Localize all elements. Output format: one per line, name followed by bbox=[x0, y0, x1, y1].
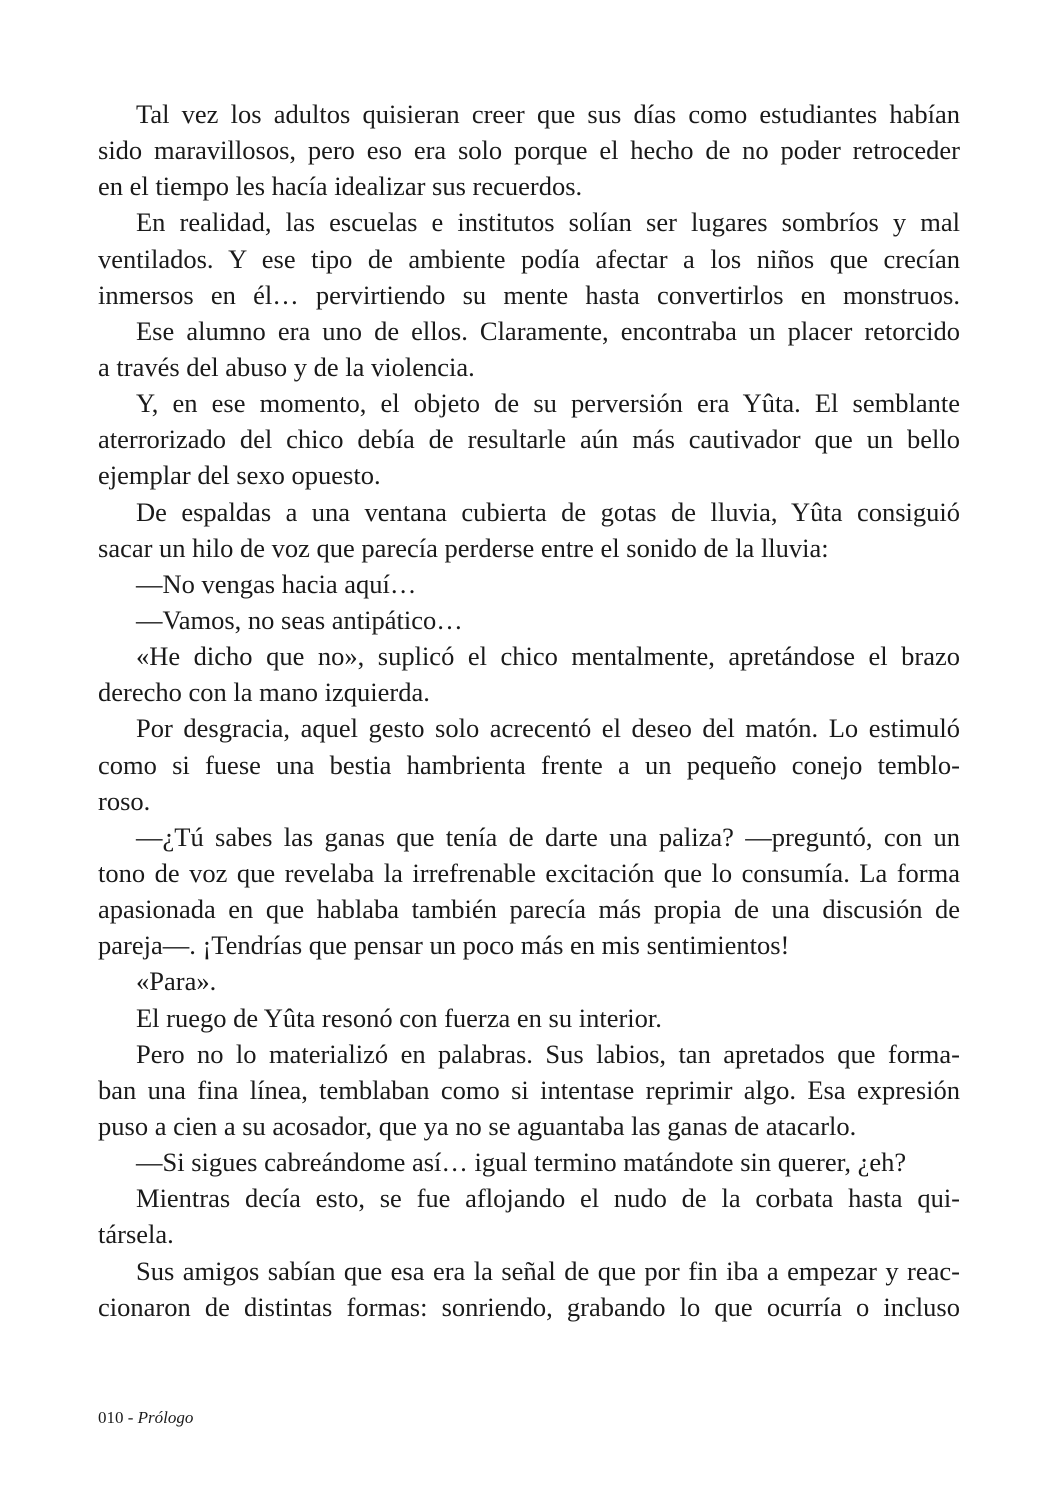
text-line: El ruego de Yûta resonó con fuerza en su interior. bbox=[136, 1002, 662, 1033]
text-line: Y, en ese momento, el objeto de su perversión era Yûta. El semblante bbox=[136, 388, 960, 419]
text-line: roso. bbox=[98, 785, 151, 816]
text-line: derecho con la mano izquierda. bbox=[98, 677, 430, 708]
text-line: ban una fina línea, temblaban como si intentase reprimir algo. Esa expresión bbox=[98, 1074, 960, 1105]
text-line: Ese alumno era uno de ellos. Claramente, encontraba un placer retorcido bbox=[136, 315, 960, 346]
text-line: En realidad, las escuelas e institutos solían ser lugares sombríos y mal bbox=[136, 207, 960, 238]
text-line: ventilados. Y ese tipo de ambiente podía afectar a los niños que crecían bbox=[98, 243, 960, 274]
text-line: Por desgracia, aquel gesto solo acrecentó el deseo del matón. Lo estimuló bbox=[136, 713, 960, 744]
text-line: sacar un hilo de voz que parecía perderse entre el sonido de la lluvia: bbox=[98, 532, 829, 563]
text-line: apasionada en que hablaba también parecía más propia de una discusión de bbox=[98, 894, 960, 925]
text-line: Pero no lo materializó en palabras. Sus labios, tan apretados que forma- bbox=[136, 1038, 960, 1069]
text-line: —Vamos, no seas antipático… bbox=[136, 604, 463, 635]
text-line: —No vengas hacia aquí… bbox=[136, 568, 417, 599]
text-line: cionaron de distintas formas: sonriendo, grabando lo que ocurría o incluso bbox=[98, 1291, 960, 1322]
text-line: pareja—. ¡Tendrías que pensar un poco más en mis sentimientos! bbox=[98, 930, 790, 961]
text-line: —¿Tú sabes las ganas que tenía de darte una paliza? —preguntó, con un bbox=[136, 821, 960, 852]
text-line: aterrorizado del chico debía de resultarle aún más cautivador que un bello bbox=[98, 424, 960, 455]
page-footer bbox=[98, 1408, 193, 1428]
text-line: tono de voz que revelaba la irrefrenable excitación que lo consumía. La forma bbox=[98, 857, 960, 888]
page-body bbox=[98, 96, 960, 1325]
text-line: inmersos en él… pervirtiendo su mente hasta convertirlos en monstruos. bbox=[98, 279, 960, 310]
text-line: sido maravillosos, pero eso era solo porque el hecho de no poder retroceder bbox=[98, 135, 960, 166]
text-line: Sus amigos sabían que esa era la señal de que por fin iba a empezar y reac- bbox=[136, 1255, 960, 1286]
chapter-title: Prólogo bbox=[137, 1408, 194, 1427]
text-line: puso a cien a su acosador, que ya no se aguantaba las ganas de atacarlo. bbox=[98, 1110, 857, 1141]
text-line: como si fuese una bestia hambrienta frente a un pequeño conejo temblo- bbox=[98, 749, 960, 780]
text-line: De espaldas a una ventana cubierta de gotas de lluvia, Yûta consiguió bbox=[136, 496, 960, 527]
text-line: Tal vez los adultos quisieran creer que sus días como estudiantes habían bbox=[136, 99, 960, 129]
page-number: 010 - bbox=[98, 1408, 138, 1427]
text-line: a través del abuso y de la violencia. bbox=[98, 351, 475, 382]
text-line: «He dicho que no», suplicó el chico mentalmente, apretándose el brazo bbox=[136, 641, 960, 672]
text-line: társela. bbox=[98, 1219, 174, 1250]
text-line: —Si sigues cabreándome así… igual termino matándote sin querer, ¿eh? bbox=[136, 1147, 907, 1178]
text-line: «Para». bbox=[136, 966, 217, 997]
text-line: en el tiempo les hacía idealizar sus recuerdos. bbox=[98, 171, 583, 202]
text-line: ejemplar del sexo opuesto. bbox=[98, 460, 381, 491]
text-line: Mientras decía esto, se fue aflojando el nudo de la corbata hasta qui- bbox=[136, 1183, 960, 1214]
